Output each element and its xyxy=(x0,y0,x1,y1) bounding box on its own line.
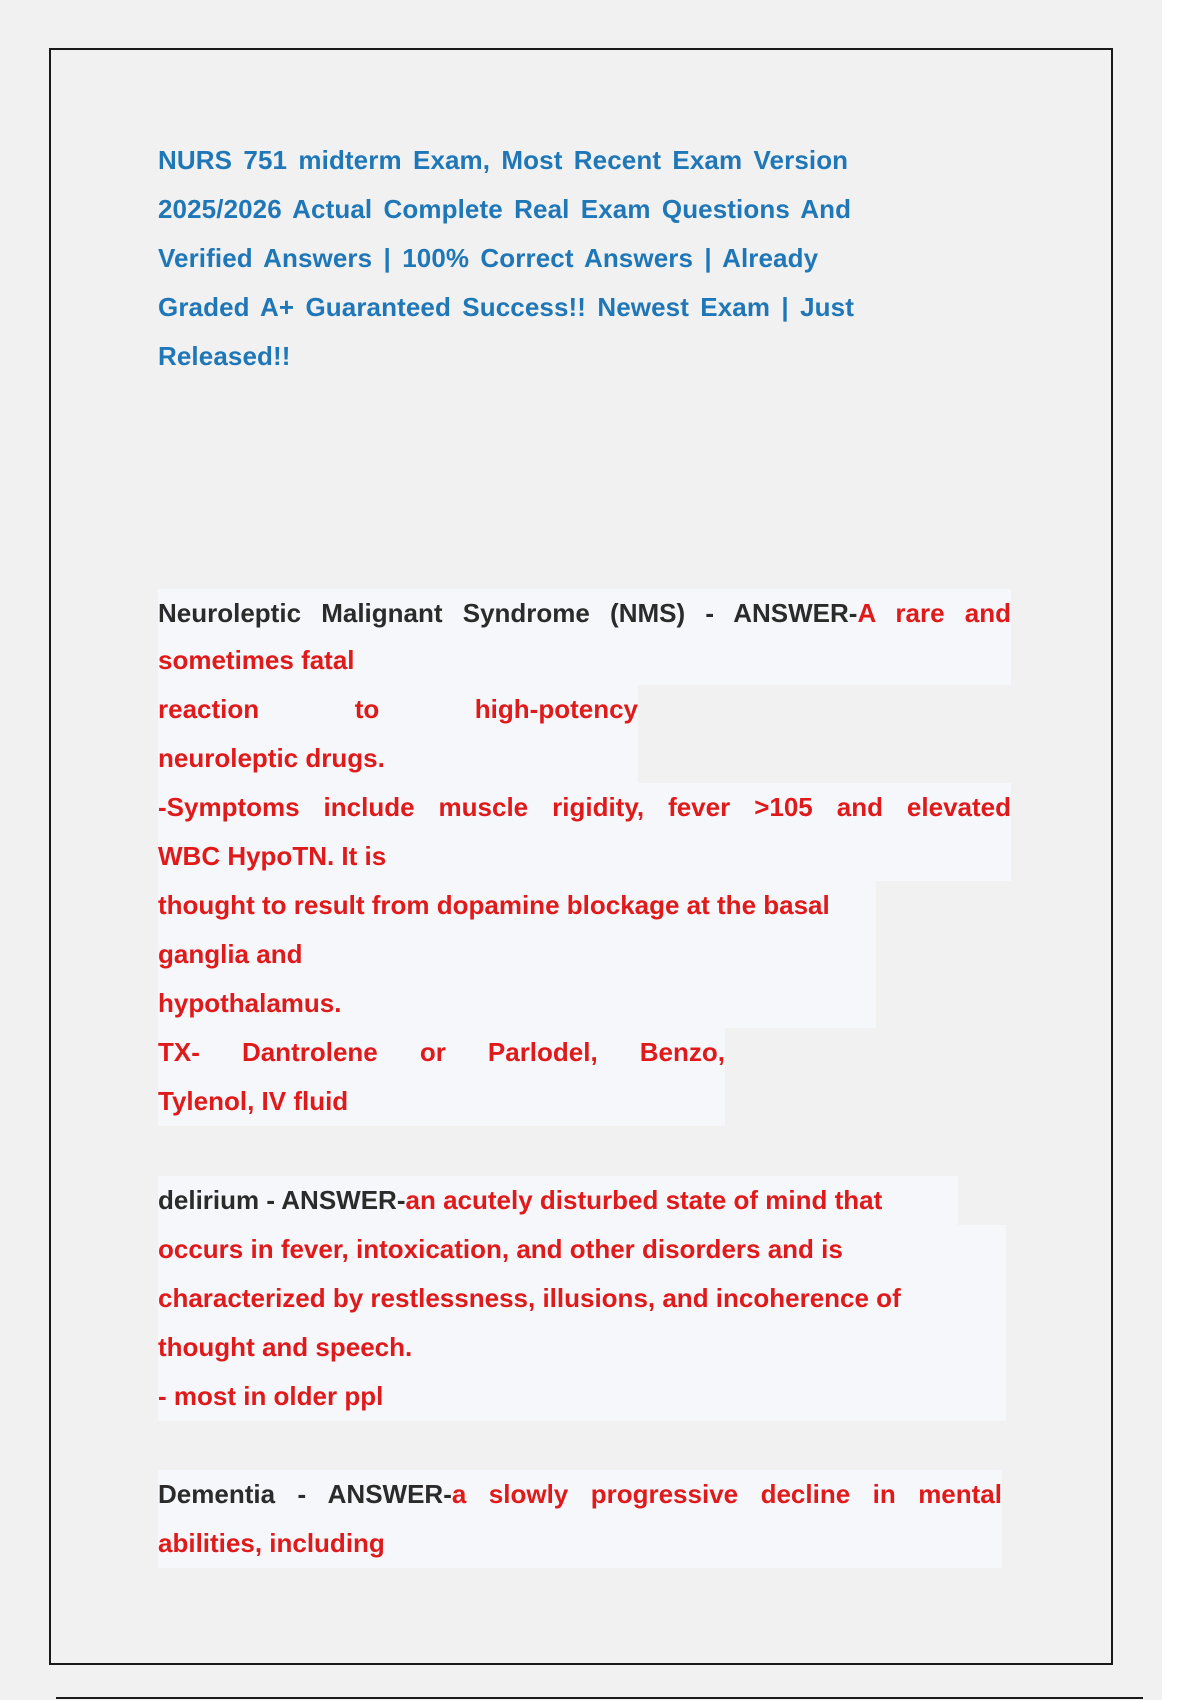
qa-first-line xyxy=(158,589,1011,638)
qa-entry-delirium xyxy=(158,1176,1011,1421)
document-body xyxy=(158,136,1011,1568)
answer-line: reaction to high-potency xyxy=(158,685,638,734)
answer-separator: - ANSWER- xyxy=(275,1479,452,1509)
answer-line: hypothalamus. xyxy=(158,979,876,1028)
answer-text: a slowly progressive decline in mental xyxy=(451,1479,1002,1509)
qa-entry-dementia xyxy=(158,1470,1011,1568)
answer-separator: - ANSWER- xyxy=(259,1185,406,1215)
answer-text: A rare and xyxy=(857,598,1012,628)
qa-first-line xyxy=(158,1470,1002,1519)
answer-line: ganglia and xyxy=(158,930,876,979)
answer-line: TX- Dantrolene or Parlodel, Benzo, xyxy=(158,1028,725,1077)
qa-first-line xyxy=(158,1176,958,1225)
page-bottom-rule xyxy=(56,1697,1143,1699)
answer-line: sometimes fatal xyxy=(158,636,1011,685)
qa-term: delirium xyxy=(158,1185,260,1215)
answer-line: neuroleptic drugs. xyxy=(158,734,638,783)
qa-entry-nms xyxy=(158,589,1011,1126)
answer-line: WBC HypoTN. It is xyxy=(158,832,1011,881)
answer-line: thought and speech. xyxy=(158,1323,1006,1372)
answer-line: thought to result from dopamine blockage at the basal xyxy=(158,881,876,930)
answer-line: Tylenol, IV fluid xyxy=(158,1077,725,1126)
answer-line: characterized by restlessness, illusions, and incoherence of xyxy=(158,1274,1006,1323)
answer-line: - most in older ppl xyxy=(158,1372,1006,1421)
answer-separator: - ANSWER- xyxy=(685,598,858,628)
document-title: NURS 751 midterm Exam, Most Recent Exam Version 2025/2026 Actual Complete Real Exam Questions And Verified Answers | 100% Correct Answers | Already Graded A+ Guaranteed Success!! Newest Exam | Just Released!! xyxy=(158,145,854,371)
qa-term: Neuroleptic Malignant Syndrome (NMS) xyxy=(158,598,686,628)
answer-line: abilities, including xyxy=(158,1519,1002,1568)
answer-line: occurs in fever, intoxication, and other disorders and is xyxy=(158,1225,1006,1274)
answer-line: -Symptoms include muscle rigidity, fever >105 and elevated xyxy=(158,783,1011,832)
answer-text: an acutely disturbed state of mind that xyxy=(405,1185,883,1215)
qa-term: Dementia xyxy=(158,1479,276,1509)
